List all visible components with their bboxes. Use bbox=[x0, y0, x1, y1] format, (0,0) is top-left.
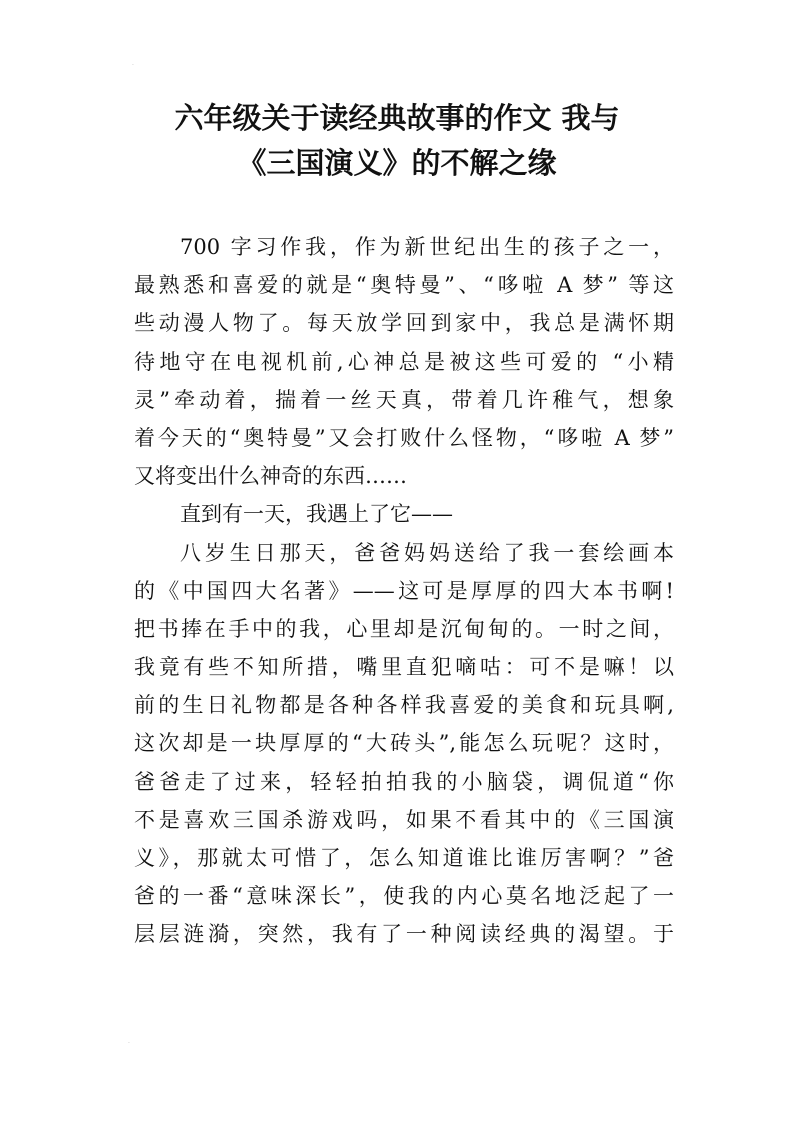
title-line-2: 《三国演义》的不解之缘 bbox=[237, 146, 557, 180]
text-line: 些动漫人物了。每天放学回到家中，我总是满怀期 bbox=[134, 311, 674, 336]
title-line-1: 六年级关于读经典故事的作文 我与 bbox=[174, 101, 620, 135]
text-line: 又将变出什么神奇的东西…… bbox=[134, 464, 407, 489]
text-line: 这次却是一块厚厚的“大砖头”,能怎么玩呢？这时， bbox=[134, 731, 674, 756]
text-line: 把书捧在手中的我，心里却是沉甸甸的。一时之间， bbox=[134, 616, 674, 641]
text-line: 我竟有些不知所措，嘴里直犯嘀咕：可不是嘛！以 bbox=[134, 655, 674, 680]
paragraph-1 bbox=[134, 228, 674, 495]
essay-title bbox=[120, 96, 674, 186]
text-line: 爸的一番“意味深长”，使我的内心莫名地泛起了一 bbox=[134, 884, 674, 909]
text-line: 待地守在电视机前,心神总是被这些可爱的 “小精 bbox=[134, 349, 674, 374]
text-line: 八岁生日那天，爸爸妈妈送给了我一套绘画本 bbox=[180, 540, 674, 565]
essay-body bbox=[134, 228, 674, 954]
text-line: 直到有一天，我遇上了它—— bbox=[180, 502, 453, 527]
paragraph-2 bbox=[134, 495, 674, 533]
text-line: 灵”牵动着，揣着一丝天真，带着几许稚气，想象 bbox=[134, 387, 674, 412]
text-line: 着今天的“奥特曼”又会打败什么怪物，“哆啦 A 梦” bbox=[134, 425, 674, 450]
text-line: 最熟悉和喜爱的就是“奥特曼”、“哆啦 A 梦” 等这 bbox=[134, 273, 674, 298]
paragraph-3 bbox=[134, 534, 674, 954]
text-line: 700 字习作我，作为新世纪出生的孩子之一， bbox=[180, 235, 674, 259]
text-line: 层层涟漪，突然，我有了一种阅读经典的渴望。于 bbox=[134, 922, 674, 947]
scan-speck: · bbox=[128, 1040, 130, 1047]
text-line: 前的生日礼物都是各种各样我喜爱的美食和玩具啊, bbox=[134, 693, 674, 718]
scan-speck: · bbox=[132, 62, 134, 69]
text-line: 不是喜欢三国杀游戏吗，如果不看其中的《三国演 bbox=[134, 807, 674, 832]
text-line: 义》，那就太可惜了，怎么知道谁比谁厉害啊？”爸 bbox=[134, 846, 674, 870]
text-line: 的《中国四大名著》——这可是厚厚的四大本书啊! bbox=[134, 578, 674, 603]
text-line: 爸爸走了过来，轻轻拍拍我的小脑袋，调侃道“你 bbox=[134, 769, 674, 794]
